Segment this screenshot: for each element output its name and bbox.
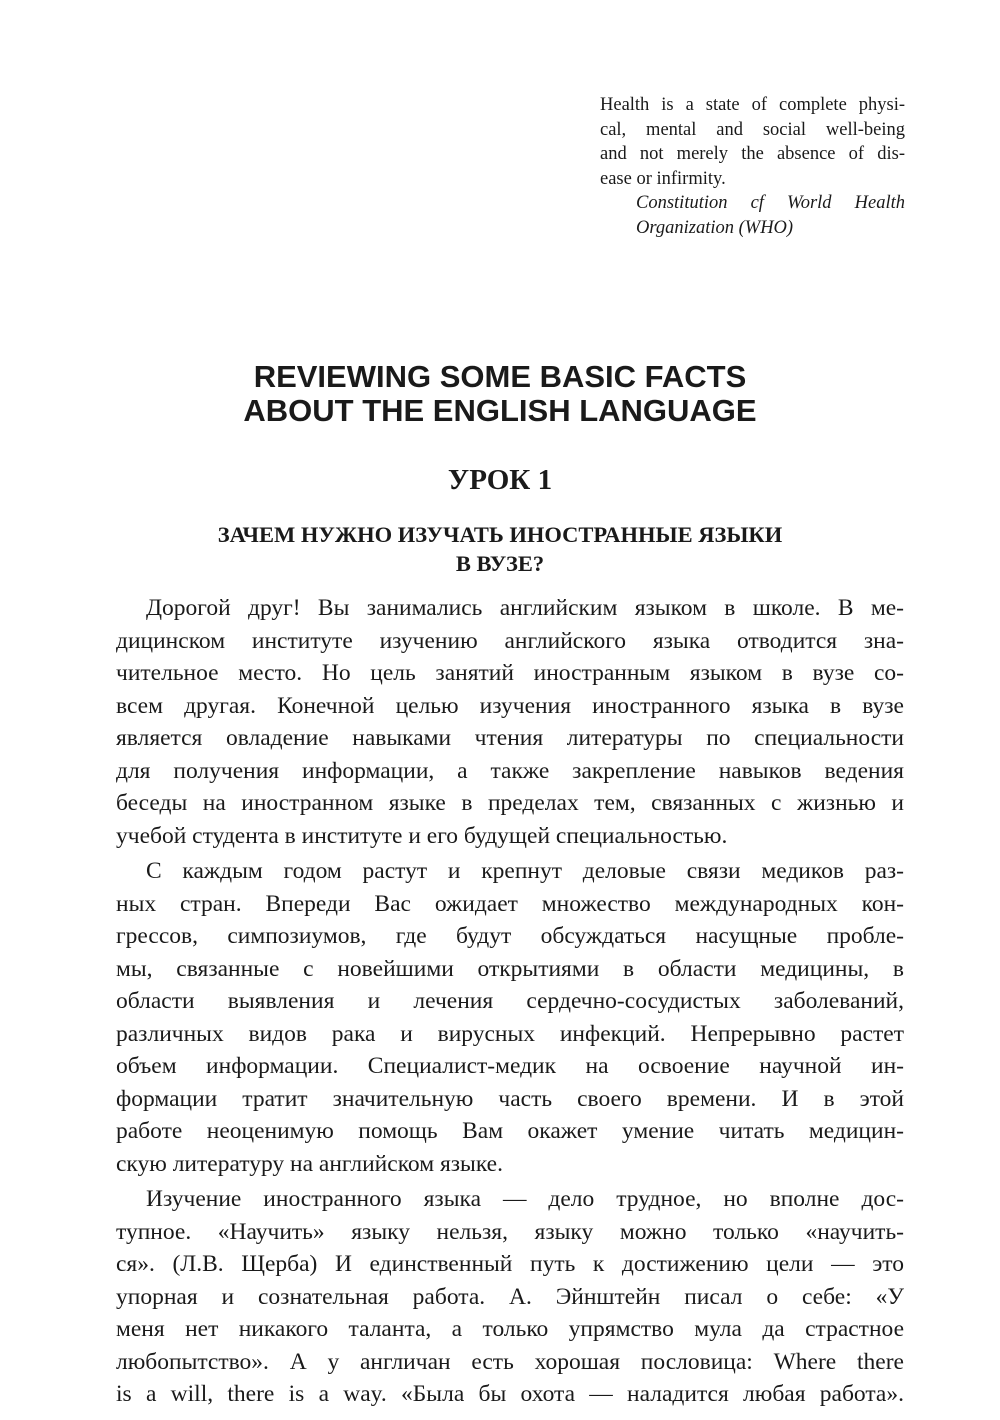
text-line: для получения информации, а также закрепление навыков ведения — [116, 757, 904, 784]
body-text — [116, 592, 904, 1414]
epigraph-line: ease or infirmity. — [600, 168, 726, 189]
part-title-line: REVIEWING SOME BASIC FACTS — [253, 359, 747, 394]
text-line: является овладение навыками чтения литературы по специальности — [116, 725, 904, 751]
text-line: грессов, симпозиумов, где будут обсуждаться насущные пробле- — [116, 923, 904, 949]
text-line: ных стран. Впереди Вас ожидает множество международных кон- — [116, 890, 904, 917]
text-line: чительное место. Но цель занятий иностранным языком в вузе со- — [116, 660, 904, 686]
text-line: дицинском институте изучению английского языка отводится зна- — [116, 627, 904, 654]
text-line: is a will, there is a way. «Была бы охота — наладится любая работа». — [116, 1381, 904, 1407]
text-line: объем информации. Специалист-медик на освоение научной ин- — [116, 1053, 904, 1079]
text-line: тупное. «Научить» языку нельзя, языку можно только «научить- — [116, 1218, 904, 1245]
text-line: различных видов рака и вирусных инфекций. Непрерывно растет — [116, 1020, 904, 1047]
lesson-subtitle-line: ЗАЧЕМ НУЖНО ИЗУЧАТЬ ИНОСТРАННЫЕ ЯЗЫКИ — [217, 522, 783, 547]
text-line: упорная и сознательная работа. А. Эйнштейн писал о себе: «У — [116, 1283, 904, 1310]
text-line: мы, связанные с новейшими открытиями в области медицины, в — [116, 955, 904, 982]
epigraph-line: and not merely the absence of dis- — [600, 144, 905, 164]
paragraph — [116, 592, 904, 852]
paragraph — [116, 855, 904, 1180]
text-line: формации тратит значительную часть своего времени. И в этой — [116, 1085, 904, 1112]
text-line: меня нет никакого таланта, а только упрямство мула да страстное — [116, 1316, 904, 1342]
text-line: области выявления и лечения сердечно-сосудистых заболеваний, — [116, 988, 904, 1014]
text-line: учебой студента в институте и его будущей специальностью. — [116, 822, 728, 849]
part-title-line: ABOUT THE ENGLISH LANGUAGE — [243, 393, 757, 428]
text-line: скую литературу на английском языке. — [116, 1150, 503, 1177]
epigraph-line: cal, mental and social well-being — [600, 119, 905, 140]
text-line: С каждым годом растут и крепнут деловые связи медиков раз- — [146, 858, 904, 884]
text-line: работе неоценимую помощь Вам окажет умение читать медицин- — [116, 1118, 904, 1144]
paragraph — [116, 1183, 904, 1411]
part-title — [0, 360, 1000, 428]
lesson-subtitle-line: В ВУЗЕ? — [455, 551, 545, 576]
epigraph-source-line: Organization (WHO) — [636, 217, 794, 238]
text-line: всем другая. Конечной целью изучения иностранного языка в вузе — [116, 692, 904, 719]
text-line: Дорогой друг! Вы занимались английским языком в школе. В ме- — [146, 595, 904, 621]
epigraph-line: Health is a state of complete physi- — [600, 95, 905, 115]
text-line: беседы на иностранном языке в пределах тем, связанных с жизнью и — [116, 790, 904, 816]
lesson-subtitle — [0, 520, 1000, 578]
lesson-title: УРОК 1 — [447, 464, 553, 496]
text-line: ся». (Л.В. Щерба) И единственный путь к достижению цели — это — [116, 1251, 904, 1277]
epigraph — [600, 93, 905, 240]
text-line: Изучение иностранного языка — дело трудное, но вполне дос- — [146, 1186, 904, 1212]
epigraph-source-line: Constitution сf World Health — [636, 193, 905, 213]
text-line: любопытство». А у англичан есть хорошая пословица: Where there — [116, 1348, 904, 1375]
